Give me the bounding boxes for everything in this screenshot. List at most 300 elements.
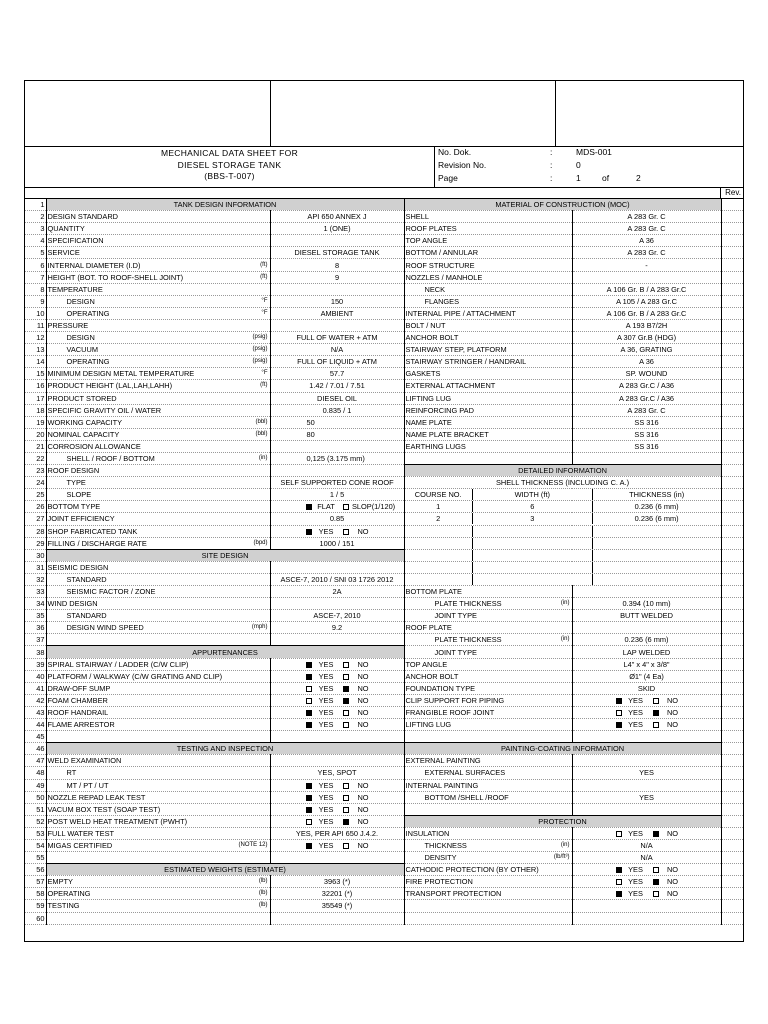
table-row	[25, 598, 743, 610]
row-number: 8	[25, 283, 46, 295]
field-value: SKID	[572, 682, 721, 694]
field-label: ROOF STRUCTURE	[404, 259, 572, 271]
course-thickness: THICKNESS (in)	[629, 490, 685, 500]
field-value	[270, 779, 404, 791]
checkbox-label: NO	[357, 695, 369, 705]
field-unit: (ft)	[260, 382, 268, 389]
row-number: 35	[25, 610, 46, 622]
detail-pair	[404, 489, 721, 501]
field-label: STANDARD	[46, 573, 270, 585]
rev-cell	[721, 271, 743, 283]
table-row	[25, 573, 743, 585]
unchecked-box	[306, 819, 312, 825]
field-value	[572, 452, 721, 464]
checked-box	[306, 783, 312, 789]
checkbox-label: YES	[318, 671, 334, 681]
rev-cell	[721, 440, 743, 452]
rev-cell	[721, 827, 743, 839]
field-value: A 283 Gr. C	[572, 223, 721, 235]
field-value: 1.42 / 7.01 / 7.51	[270, 380, 404, 392]
row-number: 23	[25, 465, 46, 477]
field-label: GASKETS	[404, 368, 572, 380]
field-value	[270, 682, 404, 694]
field-value: YES, PER API 650 J.4.2.	[270, 827, 404, 839]
rev-cell	[721, 852, 743, 864]
course-width	[473, 526, 593, 537]
checkbox-label: YES	[628, 889, 643, 899]
section-header: TANK DESIGN INFORMATION	[46, 199, 404, 211]
row-number: 47	[25, 755, 46, 767]
checkbox-label: NO	[357, 720, 369, 730]
unchecked-box	[343, 795, 349, 801]
field-value	[572, 706, 721, 718]
rev-cell	[721, 694, 743, 706]
unchecked-box	[343, 662, 349, 668]
field-value: A 106 Gr. B / A 283 Gr.C	[572, 283, 721, 295]
field-value	[270, 440, 404, 452]
rev-cell	[721, 706, 743, 718]
rev-cell	[721, 404, 743, 416]
field-unit: (bbl)	[255, 430, 268, 437]
table-row	[25, 610, 743, 622]
colon: :	[550, 160, 553, 170]
section-header: APPURTENANCES	[46, 646, 404, 658]
unchecked-box	[343, 504, 349, 510]
table-row	[25, 380, 743, 392]
row-number: 20	[25, 428, 46, 440]
row-number: 44	[25, 719, 46, 731]
field-value: 9.2	[270, 622, 404, 634]
field-value: 0,125 (3.175 mm)	[270, 452, 404, 464]
row-number: 5	[25, 247, 46, 259]
field-unit: (ft)	[260, 273, 268, 280]
field-value	[270, 634, 404, 646]
course-thickness: 0.236 (6 mm)	[634, 514, 679, 524]
field-value	[270, 670, 404, 682]
field-label: BOTTOM / ANNULAR	[404, 247, 572, 259]
detail-pair	[404, 501, 721, 513]
rev-cell	[721, 815, 743, 827]
field-value: A 283 Gr. C	[572, 404, 721, 416]
rev-cell	[721, 779, 743, 791]
data-table	[25, 198, 744, 925]
rev-cell	[721, 731, 743, 743]
rev-cell	[721, 864, 743, 876]
row-number: 40	[25, 670, 46, 682]
field-label: TEMPERATURE	[46, 283, 270, 295]
field-unit: (lb/ft³)	[553, 854, 570, 861]
row-number: 7	[25, 271, 46, 283]
field-value	[270, 465, 404, 477]
field-label: PLATE THICKNESS (in)	[404, 634, 572, 646]
field-unit: (in)	[560, 636, 570, 643]
field-label: SEISMIC DESIGN	[46, 561, 270, 573]
field-label: TESTING (lb)	[46, 900, 270, 912]
rev-cell	[721, 586, 743, 598]
field-value: SS 316	[572, 428, 721, 440]
field-label: VACUM BOX TEST (SOAP TEST)	[46, 803, 270, 815]
field-label: PLATFORM / WALKWAY (C/W GRATING AND CLIP)	[46, 670, 270, 682]
row-number: 19	[25, 416, 46, 428]
row-number: 27	[25, 513, 46, 525]
field-value: ASCE-7, 2010 / SNI 03 1726 2012	[270, 573, 404, 585]
row-number: 25	[25, 489, 46, 501]
checkbox-label: NO	[357, 841, 369, 851]
field-label: DENSITY (lb/ft³)	[404, 852, 572, 864]
rev-cell	[721, 598, 743, 610]
page-label: Page	[438, 173, 458, 183]
field-value: LAP WELDED	[572, 646, 721, 658]
field-label: FULL WATER TEST	[46, 827, 270, 839]
row-number: 10	[25, 307, 46, 319]
field-value	[270, 755, 404, 767]
rev-cell	[721, 295, 743, 307]
course-no	[405, 574, 473, 585]
row-number: 21	[25, 440, 46, 452]
section-header: PAINTING-COATING INFORMATION	[404, 743, 721, 755]
course-thickness	[593, 538, 721, 549]
field-value	[572, 827, 721, 839]
checkbox-label: NO	[357, 671, 369, 681]
field-value	[270, 719, 404, 731]
rev-cell	[721, 235, 743, 247]
table-row	[25, 235, 743, 247]
table-row	[25, 743, 743, 755]
field-value	[572, 586, 721, 598]
field-label: DRAW-OFF SUMP	[46, 682, 270, 694]
field-value: 2A	[270, 586, 404, 598]
row-number: 42	[25, 694, 46, 706]
field-label: ROOF HANDRAIL	[46, 706, 270, 718]
field-value: FULL OF LIQUID + ATM	[270, 356, 404, 368]
row-number: 56	[25, 864, 46, 876]
detail-pair	[404, 561, 721, 573]
table-row	[25, 307, 743, 319]
field-label: SEISMIC FACTOR / ZONE	[46, 586, 270, 598]
checkbox-label: YES	[318, 780, 334, 790]
rev-cell	[721, 912, 743, 924]
field-label: POST WELD HEAT TREATMENT (PWHT)	[46, 815, 270, 827]
field-label: THICKNESS (in)	[404, 839, 572, 851]
checkbox-label: NO	[357, 683, 369, 693]
field-unit: (in)	[258, 455, 268, 462]
course-thickness: 0.236 (6 mm)	[634, 502, 679, 512]
table-row	[25, 513, 743, 525]
rev-cell	[721, 247, 743, 259]
field-value: 1000 / 151	[270, 537, 404, 549]
checked-box	[306, 662, 312, 668]
field-label: STAIRWAY STRINGER / HANDRAIL	[404, 356, 572, 368]
header-logo-band	[25, 81, 743, 147]
field-value	[572, 888, 721, 900]
checkbox-label: YES	[628, 695, 643, 705]
rev-cell	[721, 416, 743, 428]
field-value: 1 / 5	[270, 489, 404, 501]
checked-box	[616, 867, 622, 873]
checkbox-label: NO	[357, 526, 369, 536]
table-row	[25, 428, 743, 440]
field-value: 35549 (*)	[270, 900, 404, 912]
table-row	[25, 489, 743, 501]
table-row	[25, 658, 743, 670]
field-value: Ø1" (4 Ea)	[572, 670, 721, 682]
section-header: DETAILED INFORMATION	[404, 465, 721, 477]
field-label: FLAME ARRESTOR	[46, 719, 270, 731]
rev-cell	[721, 283, 743, 295]
row-number: 51	[25, 803, 46, 815]
rev-cell	[721, 380, 743, 392]
doc-no-value: MDS-001	[576, 147, 612, 157]
field-label: EMPTY (lb)	[46, 876, 270, 888]
field-label: FRANGIBLE ROOF JOINT	[404, 706, 572, 718]
field-label: EARTHING LUGS	[404, 440, 572, 452]
row-number: 12	[25, 332, 46, 344]
row-number: 48	[25, 767, 46, 779]
field-value	[270, 815, 404, 827]
checkbox-label: NO	[357, 816, 369, 826]
doc-no-label: No. Dok.	[438, 147, 472, 157]
field-label: EXTERNAL SURFACES	[404, 767, 572, 779]
field-value: YES	[572, 767, 721, 779]
row-number: 33	[25, 586, 46, 598]
field-unit: (psig)	[252, 358, 268, 365]
rev-cell	[721, 719, 743, 731]
field-value	[270, 598, 404, 610]
row-number: 58	[25, 888, 46, 900]
rev-cell	[721, 223, 743, 235]
table-row	[25, 356, 743, 368]
table-row	[25, 465, 743, 477]
field-value: 1 (ONE)	[270, 223, 404, 235]
row-number: 13	[25, 344, 46, 356]
unchecked-box	[343, 529, 349, 535]
field-value	[270, 912, 404, 924]
table-row	[25, 646, 743, 658]
field-label: ROOF DESIGN	[46, 465, 270, 477]
field-label: PRODUCT HEIGHT (LAL,LAH,LAHH) (ft)	[46, 380, 270, 392]
field-label: SHELL	[404, 211, 572, 223]
checkbox-label: YES	[318, 707, 334, 717]
page-number: 1	[576, 173, 581, 183]
unchecked-box	[616, 879, 622, 885]
field-value: 0.236 (6 mm)	[572, 634, 721, 646]
field-value: A 283 Gr. C	[572, 211, 721, 223]
field-value: DIESEL STORAGE TANK	[270, 247, 404, 259]
row-number: 28	[25, 525, 46, 537]
course-thickness	[593, 574, 721, 585]
rev-cell	[721, 537, 743, 549]
field-value	[270, 561, 404, 573]
course-no	[405, 526, 473, 537]
rev-cell	[721, 513, 743, 525]
field-label: DESIGN WIND SPEED (mph)	[46, 622, 270, 634]
field-label: INTERNAL PAINTING	[404, 779, 572, 791]
detail-pair	[404, 549, 721, 561]
field-label: NAME PLATE BRACKET	[404, 428, 572, 440]
table-row	[25, 368, 743, 380]
unchecked-box	[653, 722, 659, 728]
field-label: WORKING CAPACITY (bbl)	[46, 416, 270, 428]
checkbox-label: YES	[628, 720, 643, 730]
rev-cell	[721, 428, 743, 440]
header-logo-box-center	[270, 81, 556, 146]
rev-cell	[721, 549, 743, 561]
course-no	[405, 538, 473, 549]
checkbox-label: YES	[628, 828, 643, 838]
table-row	[25, 827, 743, 839]
field-label: JOINT EFFICIENCY	[46, 513, 270, 525]
checked-box	[653, 879, 659, 885]
field-value: DIESEL OIL	[270, 392, 404, 404]
row-number: 11	[25, 319, 46, 331]
table-row	[25, 622, 743, 634]
field-label: LIFTING LUG	[404, 392, 572, 404]
field-label: NOZZLE REPAD LEAK TEST	[46, 791, 270, 803]
table-row	[25, 549, 743, 561]
field-value: A 36	[572, 235, 721, 247]
table-row	[25, 440, 743, 452]
row-number: 22	[25, 452, 46, 464]
field-label: FOUNDATION TYPE	[404, 682, 572, 694]
field-label: ANCHOR BOLT	[404, 670, 572, 682]
field-value: 0.85	[270, 513, 404, 525]
field-value: SS 316	[572, 440, 721, 452]
field-value: A 283 Gr. C	[572, 247, 721, 259]
row-number: 36	[25, 622, 46, 634]
checked-box	[306, 795, 312, 801]
field-value	[270, 694, 404, 706]
section-header: ESTIMATED WEIGHTS (ESTIMATE)	[46, 864, 404, 876]
field-label: FIRE PROTECTION	[404, 876, 572, 888]
rev-cell	[721, 791, 743, 803]
row-number: 55	[25, 852, 46, 864]
rev-cell	[721, 755, 743, 767]
field-value	[572, 731, 721, 743]
title-line-1: MECHANICAL DATA SHEET FOR	[160, 148, 299, 158]
rev-cell	[721, 573, 743, 585]
field-label: OPERATING °F	[46, 307, 270, 319]
rev-cell	[721, 307, 743, 319]
field-unit: °F	[261, 309, 268, 316]
field-label: DESIGN STANDARD	[46, 211, 270, 223]
rev-cell	[721, 489, 743, 501]
row-number: 3	[25, 223, 46, 235]
checkbox-label: YES	[318, 659, 334, 669]
course-no: COURSE NO.	[405, 489, 473, 500]
checkbox-label: NO	[357, 780, 369, 790]
row-number: 37	[25, 634, 46, 646]
field-value	[270, 803, 404, 815]
detail-pair	[404, 525, 721, 537]
table-row	[25, 670, 743, 682]
checkbox-label: YES	[318, 720, 334, 730]
header-title-band	[25, 146, 743, 188]
rev-divider	[720, 187, 721, 198]
field-label: BOTTOM /SHELL /ROOF	[404, 791, 572, 803]
table-row	[25, 452, 743, 464]
table-row	[25, 392, 743, 404]
table-row	[25, 525, 743, 537]
course-no: 2	[405, 513, 473, 524]
rev-cell	[721, 622, 743, 634]
field-label: DESIGN °F	[46, 295, 270, 307]
field-value: 32201 (*)	[270, 888, 404, 900]
field-unit: °F	[261, 370, 268, 377]
course-width: 6	[473, 501, 593, 512]
field-value	[270, 791, 404, 803]
field-value	[572, 271, 721, 283]
rev-cell	[721, 259, 743, 271]
table-row	[25, 767, 743, 779]
checkbox-label: NO	[357, 659, 369, 669]
row-number: 26	[25, 501, 46, 513]
field-value	[572, 876, 721, 888]
table-row	[25, 259, 743, 271]
field-label: MIGAS CERTIFIED (NOTE 12)	[46, 839, 270, 851]
rev-cell	[721, 658, 743, 670]
checked-box	[616, 891, 622, 897]
row-number: 14	[25, 356, 46, 368]
field-label: SPECIFICATION	[46, 235, 270, 247]
field-label: STAIRWAY STEP, PLATFORM	[404, 344, 572, 356]
page-of: of	[602, 173, 610, 183]
checked-box	[653, 831, 659, 837]
field-value: 50	[270, 416, 404, 428]
table-row	[25, 864, 743, 876]
field-value: A 105 / A 283 Gr.C	[572, 295, 721, 307]
detail-pair	[404, 537, 721, 549]
unchecked-box	[653, 891, 659, 897]
field-value: N/A	[572, 852, 721, 864]
row-number: 34	[25, 598, 46, 610]
field-label: SERVICE	[46, 247, 270, 259]
field-label: SPIRAL STAIRWAY / LADDER (C/W CLIP)	[46, 658, 270, 670]
field-label: WIND DESIGN	[46, 598, 270, 610]
field-value: A 36	[572, 356, 721, 368]
field-label: NAME PLATE	[404, 416, 572, 428]
field-value	[270, 731, 404, 743]
checked-box	[306, 504, 312, 510]
field-label: CATHODIC PROTECTION (BY OTHER)	[404, 864, 572, 876]
field-label: NOZZLES / MANHOLE	[404, 271, 572, 283]
unchecked-box	[343, 783, 349, 789]
unchecked-box	[616, 710, 622, 716]
field-unit: (NOTE 12)	[238, 842, 268, 849]
field-label: WELD EXAMINATION	[46, 755, 270, 767]
table-row	[25, 839, 743, 851]
course-thickness	[593, 526, 721, 537]
field-value: YES	[572, 791, 721, 803]
table-row	[25, 199, 743, 211]
rev-cell	[721, 888, 743, 900]
data-sheet	[24, 80, 744, 942]
title-line-2: DIESEL STORAGE TANK	[177, 159, 282, 170]
field-value: A 283 Gr.C / A36	[572, 392, 721, 404]
row-number: 31	[25, 561, 46, 573]
field-value: SP. WOUND	[572, 368, 721, 380]
field-value: 0.394 (10 mm)	[572, 598, 721, 610]
revision-value: 0	[576, 160, 581, 170]
field-unit: (lb)	[258, 902, 268, 909]
field-label: QUANTITY	[46, 223, 270, 235]
field-value	[572, 755, 721, 767]
field-value: SS 316	[572, 416, 721, 428]
checked-box	[306, 710, 312, 716]
unchecked-box	[653, 698, 659, 704]
course-width	[473, 574, 593, 585]
row-number: 49	[25, 779, 46, 791]
rev-cell	[721, 344, 743, 356]
